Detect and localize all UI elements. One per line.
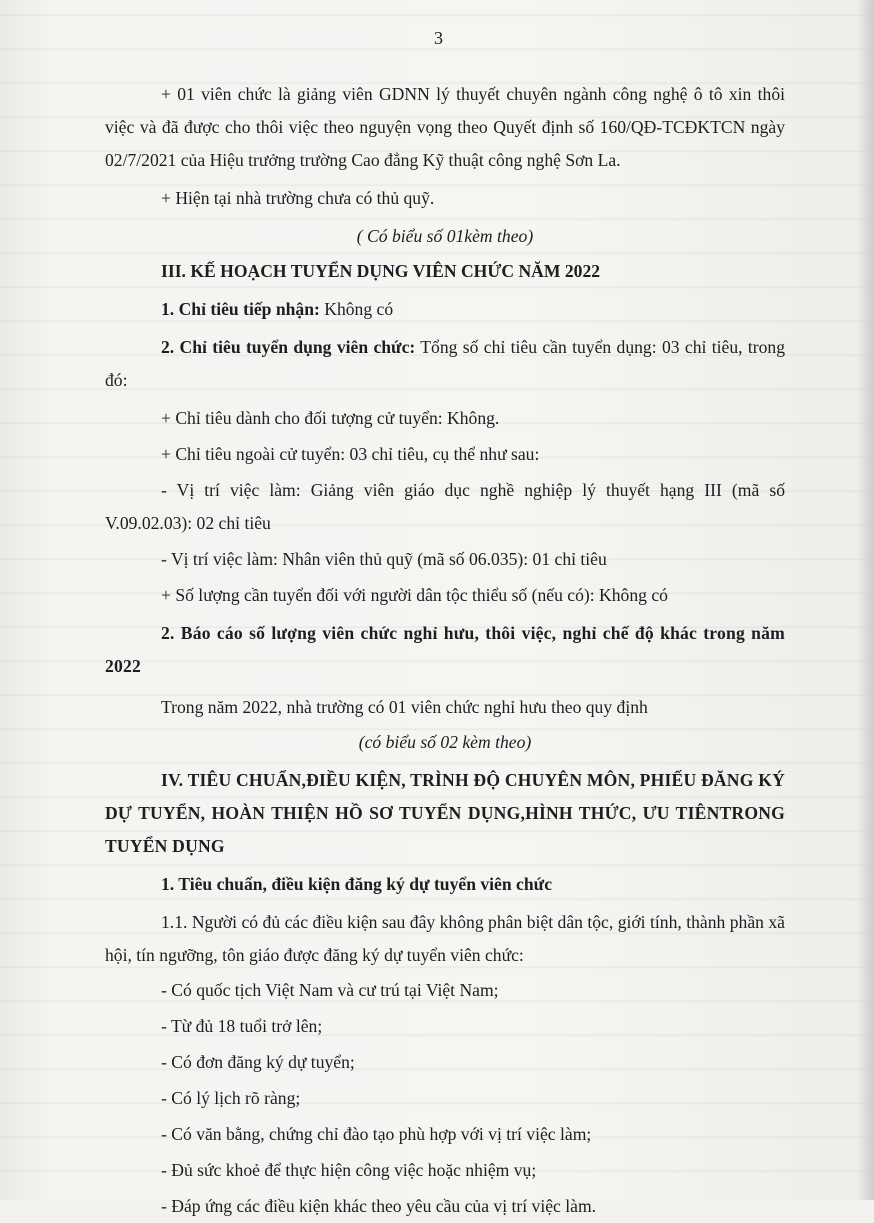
quota-ethnic-minority: + Số lượng cần tuyển đối với người dân tộc thiểu số (nếu có): Không có [161, 585, 668, 605]
condition-degree: - Có văn bằng, chứng chỉ đào tạo phù hợp với vị trí việc làm; [161, 1124, 592, 1144]
condition-background: - Có lý lịch rõ ràng; [161, 1088, 301, 1108]
heading-retirement-report: 2. Báo cáo số lượng viên chức nghỉ hưu, thôi việc, nghỉ chế độ khác trong năm 2022 [105, 623, 785, 676]
condition-nationality: - Có quốc tịch Việt Nam và cư trú tại Việt Nam; [161, 980, 499, 1000]
paragraph-resignation: + 01 viên chức là giảng viên GDNN lý thuyết chuyên ngành công nghệ ô tô xin thôi việc và đã được cho thôi việc theo nguyện vọng theo Quyết định số 160/QĐ-TCĐKTCN ngày 02/7/2021 của Hiệu trưởng trường Cao đẳng Kỹ thuật công nghệ Sơn La. [105, 84, 785, 170]
paragraph-eligibility: 1.1. Người có đủ các điều kiện sau đây không phân biệt dân tộc, giới tính, thành phần xã hội, tín ngưỡng, tôn giáo được đăng ký dự tuyển viên chức: [105, 912, 785, 965]
quota-recruit-value: Tổng số chỉ tiêu cần tuyển dụng: 03 chỉ tiêu, trong đó: [105, 337, 786, 390]
quota-non-nominated: + Chỉ tiêu ngoài cử tuyển: 03 chỉ tiêu, cụ thể như sau: [161, 444, 540, 464]
condition-age: - Từ đủ 18 tuổi trở lên; [161, 1016, 323, 1036]
quota-receive [105, 293, 785, 326]
condition-health: - Đủ sức khoẻ để thực hiện công việc hoặc nhiệm vụ; [161, 1160, 537, 1180]
attachment-note-01: ( Có biểu số 01kèm theo) [356, 226, 534, 246]
quota-recruit [105, 331, 785, 397]
paragraph-retirement: Trong năm 2022, nhà trường có 01 viên chức nghỉ hưu theo quy định [161, 697, 648, 717]
position-treasurer: - Vị trí việc làm: Nhân viên thủ quỹ (mã số 06.035): 01 chỉ tiêu [161, 549, 607, 569]
section-heading-iii: III. KẾ HOẠCH TUYỂN DỤNG VIÊN CHỨC NĂM 2022 [161, 261, 601, 281]
page-edge-shadow [858, 0, 874, 1200]
quota-receive-label: 1. Chỉ tiêu tiếp nhận: [161, 299, 320, 319]
document-body [105, 0, 785, 1223]
quota-receive-value: Không có [319, 299, 394, 319]
page-number: 3 [434, 28, 443, 48]
attachment-note-02: (có biểu số 02 kèm theo) [358, 732, 532, 752]
quota-recruit-label: 2. Chỉ tiêu tuyển dụng viên chức: [161, 337, 416, 357]
paragraph-treasurer: + Hiện tại nhà trường chưa có thủ quỹ. [161, 188, 435, 208]
condition-application: - Có đơn đăng ký dự tuyển; [161, 1052, 355, 1072]
heading-standards: 1. Tiêu chuẩn, điều kiện đăng ký dự tuyển viên chức [161, 874, 553, 894]
condition-other: - Đáp ứng các điều kiện khác theo yêu cầu của vị trí việc làm. [161, 1196, 597, 1216]
position-lecturer: - Vị trí việc làm: Giảng viên giáo dục nghề nghiệp lý thuyết hạng III (mã số V.09.02.03): 02 chỉ tiêu [105, 480, 785, 533]
quota-nominated: + Chỉ tiêu dành cho đối tượng cử tuyển: Không. [161, 408, 500, 428]
section-heading-iv: IV. TIÊU CHUẨN,ĐIỀU KIỆN, TRÌNH ĐỘ CHUYÊN MÔN, PHIẾU ĐĂNG KÝ DỰ TUYỂN, HOÀN THIỆN HỒ SƠ TUYỂN DỤNG,HÌNH THỨC, ƯU TIÊNTRONG TUYỂN DỤNG [105, 770, 785, 856]
